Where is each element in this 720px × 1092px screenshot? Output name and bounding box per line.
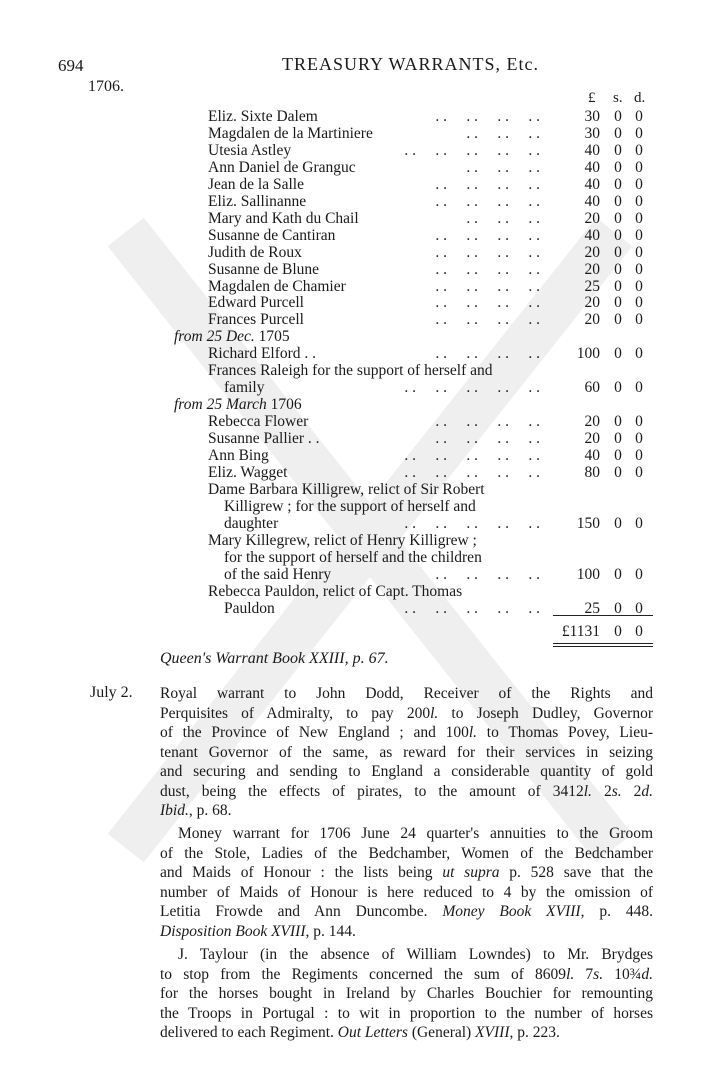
amount-pence: 0 — [635, 345, 643, 363]
italic-run: s. — [611, 782, 622, 800]
text-run: Money warrant for 1706 June 24 quarter's annuities to the Groom — [178, 825, 653, 842]
table-row — [0, 311, 720, 328]
amount-shillings: 0 — [614, 565, 622, 583]
text-line — [160, 782, 653, 802]
payee-name: Jean de la Salle — [208, 175, 304, 193]
amount-pounds: 20 — [584, 260, 600, 278]
amount-pounds: 20 — [584, 294, 600, 312]
amount-pence: 0 — [635, 243, 643, 261]
entry-date: July 2. — [90, 684, 133, 701]
text-line — [160, 922, 653, 942]
amount-pence: 0 — [635, 599, 643, 617]
text-run: tenant Governor of the same, as reward for their services in seizing — [160, 743, 653, 761]
amount-shillings: 0 — [614, 311, 622, 329]
payee-name: Eliz. Wagget — [208, 463, 288, 481]
payee-name: Susanne Pallier . . — [208, 430, 320, 448]
payee-name: Eliz. Sixte Dalem — [208, 108, 318, 125]
leader-dots: . . . . . . . . — [435, 175, 540, 193]
amount-pence: 0 — [635, 209, 643, 227]
amount-pounds: 40 — [584, 447, 600, 464]
amount-pence: 0 — [635, 379, 643, 397]
text-line — [160, 762, 653, 782]
subhead-year: 1706 — [270, 396, 302, 414]
amount-pounds: 25 — [584, 599, 600, 617]
total-rule-double-1 — [553, 643, 653, 644]
amount-pence: 0 — [635, 175, 643, 193]
text-line — [160, 824, 653, 844]
total-rule-top — [553, 615, 653, 616]
payee-name: of the said Henry — [224, 565, 332, 583]
table-row — [0, 379, 720, 396]
italic-run: Out Letters — [337, 1024, 408, 1041]
table-row — [0, 227, 720, 244]
text-run: J. Taylour (in the absence of William Lowndes) to Mr. Brydges — [178, 946, 653, 963]
italic-run: Disposition Book XVIII — [160, 922, 306, 940]
italic-run: l. — [430, 704, 439, 722]
amount-pence: 0 — [635, 141, 643, 159]
table-row — [0, 413, 720, 430]
table-row — [0, 515, 720, 532]
col-header-pounds: £ — [588, 90, 596, 106]
amount-shillings: 0 — [614, 294, 622, 312]
leader-dots: . . . . . . . . — [435, 294, 540, 312]
subhead-prefix: from — [174, 328, 203, 346]
amount-pence: 0 — [635, 311, 643, 329]
table-row — [0, 481, 720, 498]
text-line — [160, 883, 653, 903]
payee-name: Frances Raleigh for the support of herself and — [208, 362, 493, 380]
payee-name: family — [224, 379, 265, 397]
leader-dots: . . . . . . — [466, 158, 540, 176]
subhead-year: 1705 — [258, 328, 290, 346]
table-row — [0, 294, 720, 311]
payee-name: Edward Purcell — [208, 294, 304, 312]
amount-shillings: 0 — [614, 345, 622, 363]
text-run: the Troops in Portugal : to wit in proportion to the number of horses — [160, 1004, 653, 1022]
table-row — [0, 345, 720, 362]
text-line — [160, 801, 653, 821]
leader-dots: . . . . . . . . — [435, 565, 540, 583]
text-run: , p. 223. — [509, 1024, 560, 1041]
text-run: 7 — [574, 965, 594, 983]
italic-run: Money Book XVIII — [442, 903, 581, 920]
amount-shillings: 0 — [614, 430, 622, 448]
payee-name: Magdalen de la Martiniere — [208, 124, 373, 142]
text-line — [160, 723, 653, 743]
amount-pounds: 60 — [584, 379, 600, 397]
table-row — [0, 362, 720, 379]
amount-pence: 0 — [635, 108, 643, 125]
subhead-date: 25 Dec. — [206, 328, 255, 346]
entry-paragraph-out-letter — [160, 945, 653, 1043]
leader-dots: . . . . . . . . — [435, 192, 540, 210]
text-run: of the Stole, Ladies of the Bedchamber, Women of the Bedchamber — [160, 844, 653, 862]
text-run: to stop from the Regiments concerned the sum of 8609 — [160, 965, 567, 983]
amount-pounds: 30 — [584, 108, 600, 125]
payee-name: Killigrew ; for the support of herself and — [224, 497, 476, 515]
amount-shillings: 0 — [614, 226, 622, 244]
leader-dots: . . . . . . . . — [435, 260, 540, 278]
text-run: of the Province of New England ; and 100 — [160, 724, 469, 741]
running-title: TREASURY WARRANTS, Etc. — [282, 54, 540, 74]
payee-name: Rebecca Flower — [208, 413, 309, 431]
text-line — [160, 844, 653, 864]
amount-pounds: 20 — [584, 209, 600, 227]
text-line — [160, 684, 653, 704]
table-row — [0, 261, 720, 278]
text-run: Royal warrant to John Dodd, Receiver of the Rights and — [160, 685, 653, 702]
payee-name: Utesia Astley — [208, 141, 292, 159]
text-run: , p. 144. — [305, 922, 356, 940]
payee-name: Ann Bing — [208, 447, 269, 464]
amount-shillings: 0 — [614, 463, 622, 481]
text-run: 10¾ — [603, 965, 642, 983]
amount-pence: 0 — [635, 192, 643, 210]
amount-pence: 0 — [635, 430, 643, 448]
table-row — [0, 549, 720, 566]
amount-pounds: 25 — [584, 277, 600, 295]
text-run: number of Maids of Honour is here reduced to 4 by the omission of — [160, 883, 653, 901]
italic-run: Ibid. — [160, 802, 189, 819]
date-subhead — [174, 328, 290, 345]
text-run: dust, being the effects of pirates, to the amount of 3412 — [160, 782, 584, 800]
page-number: 694 — [58, 56, 84, 75]
amount-shillings: 0 — [614, 175, 622, 193]
italic-run: l. — [468, 724, 478, 741]
payee-name: Susanne de Blune — [208, 260, 320, 278]
col-header-shillings: s. — [613, 90, 623, 106]
table-row — [0, 464, 720, 481]
year-marker: 1706. — [88, 78, 124, 95]
leader-dots: . . . . . . . . . . — [404, 463, 540, 481]
total-pounds: £1131 — [561, 623, 600, 640]
leader-dots: . . . . . . . . . . — [404, 514, 540, 532]
leader-dots: . . . . . . — [466, 124, 540, 142]
table-row — [0, 583, 720, 600]
table-row — [0, 600, 720, 617]
italic-run: l. — [583, 782, 592, 800]
table-row — [0, 108, 720, 125]
italic-run: l. — [566, 965, 575, 983]
amount-shillings: 0 — [614, 379, 622, 397]
table-subhead — [0, 396, 720, 413]
total-pence: 0 — [635, 623, 643, 640]
leader-dots: . . . . . . . . — [435, 311, 540, 329]
leader-dots: . . . . . . . . — [435, 277, 540, 295]
amount-pounds: 20 — [584, 243, 600, 261]
payee-name: Mary and Kath du Chail — [208, 209, 359, 227]
amount-pence: 0 — [635, 158, 643, 176]
amount-pounds: 20 — [584, 430, 600, 448]
total-rule-double-2 — [553, 646, 653, 647]
table-row — [0, 193, 720, 210]
amount-pounds: 20 — [584, 413, 600, 431]
table-row — [0, 278, 720, 295]
text-run: , p. 68. — [188, 802, 232, 819]
amount-pence: 0 — [635, 277, 643, 295]
payee-name: Richard Elford . . — [208, 345, 317, 363]
subhead-date: 25 March — [206, 396, 267, 414]
italic-run: ut supra — [442, 864, 500, 881]
col-header-pence: d. — [634, 90, 646, 106]
amount-pence: 0 — [635, 565, 643, 583]
amount-pence: 0 — [635, 413, 643, 431]
leader-dots: . . . . . . . . — [435, 413, 540, 431]
amount-shillings: 0 — [614, 124, 622, 142]
text-run: and Maids of Honour : the lists being — [160, 864, 443, 881]
leader-dots: . . . . . . — [466, 209, 540, 227]
entry-paragraph-royal-warrant — [160, 684, 653, 821]
payee-name: for the support of herself and the children — [224, 548, 482, 566]
table-row — [0, 244, 720, 261]
source-citation: Queen's Warrant Book XXIII, p. 67. — [160, 650, 389, 667]
text-run: to Joseph Dudley, Governor — [438, 704, 653, 722]
amount-pence: 0 — [635, 447, 643, 464]
payee-name: Ann Daniel de Granguc — [208, 158, 356, 176]
table-row — [0, 532, 720, 549]
table-total-row — [0, 623, 720, 640]
table-row — [0, 566, 720, 583]
table-row — [0, 447, 720, 464]
amount-pence: 0 — [635, 226, 643, 244]
amount-pounds: 40 — [584, 175, 600, 193]
text-run: delivered to each Regiment. — [160, 1024, 338, 1041]
amount-shillings: 0 — [614, 141, 622, 159]
amount-pence: 0 — [635, 514, 643, 532]
table-subhead — [0, 328, 720, 345]
amount-shillings: 0 — [614, 108, 622, 125]
amount-pounds: 150 — [576, 514, 600, 532]
italic-run: s. — [593, 965, 604, 983]
leader-dots: . . . . . . . . . . — [404, 379, 540, 397]
amount-pounds: 80 — [584, 463, 600, 481]
text-line — [160, 863, 653, 883]
amount-pence: 0 — [635, 294, 643, 312]
amount-shillings: 0 — [614, 447, 622, 464]
amount-shillings: 0 — [614, 514, 622, 532]
text-line — [160, 1023, 653, 1043]
amount-shillings: 0 — [614, 243, 622, 261]
amount-shillings: 0 — [614, 192, 622, 210]
table-row — [0, 430, 720, 447]
payee-name: Mary Killegrew, relict of Henry Killigrew ; — [208, 531, 477, 549]
text-run: Letitia Frowde and Ann Duncombe. — [160, 903, 443, 920]
payee-name: Judith de Roux — [208, 243, 302, 261]
leader-dots: . . . . . . . . — [435, 430, 540, 448]
payee-name: Magdalen de Chamier — [208, 277, 346, 295]
amount-shillings: 0 — [614, 158, 622, 176]
leader-dots: . . . . . . . . . . — [404, 599, 540, 617]
amount-shillings: 0 — [614, 277, 622, 295]
table-row — [0, 176, 720, 193]
amount-pounds: 40 — [584, 192, 600, 210]
table-row — [0, 498, 720, 515]
text-line — [160, 1004, 653, 1024]
italic-run: XVIII — [475, 1024, 510, 1041]
leader-dots: . . . . . . . . — [435, 243, 540, 261]
amount-shillings: 0 — [614, 209, 622, 227]
amount-pounds: 100 — [576, 345, 600, 363]
text-line — [160, 984, 653, 1004]
amount-pounds: 40 — [584, 158, 600, 176]
table-row — [0, 210, 720, 227]
text-run: to Thomas Povey, Lieu- — [477, 724, 653, 741]
table-row — [0, 125, 720, 142]
text-run: (General) — [407, 1024, 476, 1041]
text-line — [160, 945, 653, 965]
payee-name: Dame Barbara Killigrew, relict of Sir Robert — [208, 480, 485, 498]
subhead-prefix: from — [174, 396, 203, 414]
text-run: , p. 448. — [580, 903, 653, 920]
leader-dots: . . . . . . . . . . — [404, 141, 540, 159]
amount-pounds: 40 — [584, 226, 600, 244]
amount-pounds: 30 — [584, 124, 600, 142]
table-row — [0, 142, 720, 159]
payee-name: Rebecca Pauldon, relict of Capt. Thomas — [208, 582, 463, 600]
amount-shillings: 0 — [614, 413, 622, 431]
text-line — [160, 743, 653, 763]
text-run: 2 — [621, 782, 642, 800]
date-subhead — [174, 396, 302, 413]
table-row — [0, 159, 720, 176]
payee-name: Pauldon — [224, 599, 275, 617]
payee-name: Susanne de Cantiran — [208, 226, 336, 244]
amount-shillings: 0 — [614, 260, 622, 278]
text-line — [160, 902, 653, 922]
payee-name: daughter — [224, 514, 279, 532]
leader-dots: . . . . . . . . . . — [404, 447, 540, 464]
leader-dots: . . . . . . . . — [435, 108, 540, 125]
leader-dots: . . . . . . . . — [435, 226, 540, 244]
text-run: and securing and sending to England a considerable quantity of gold — [160, 763, 653, 780]
amount-pounds: 20 — [584, 311, 600, 329]
payee-name: Eliz. Sallinanne — [208, 192, 307, 210]
italic-run: d. — [641, 782, 654, 800]
amount-pence: 0 — [635, 463, 643, 481]
leader-dots: . . . . . . . . — [435, 345, 540, 363]
text-run: p. 528 save that the — [499, 864, 653, 881]
amount-pounds: 100 — [576, 565, 600, 583]
italic-run: d. — [641, 965, 654, 983]
payee-name: Frances Purcell — [208, 311, 304, 329]
amount-pence: 0 — [635, 124, 643, 142]
total-shillings: 0 — [614, 623, 622, 640]
amount-pence: 0 — [635, 260, 643, 278]
text-run: for the horses bought in Ireland by Charles Bouchier for remounting — [160, 985, 653, 1002]
text-line — [160, 704, 653, 724]
amount-shillings: 0 — [614, 599, 622, 617]
text-line — [160, 965, 653, 985]
text-run: Perquisites of Admiralty, to pay 200 — [160, 704, 431, 722]
text-run: 2 — [591, 782, 612, 800]
entry-paragraph-money-warrant — [160, 824, 653, 941]
amount-pounds: 40 — [584, 141, 600, 159]
